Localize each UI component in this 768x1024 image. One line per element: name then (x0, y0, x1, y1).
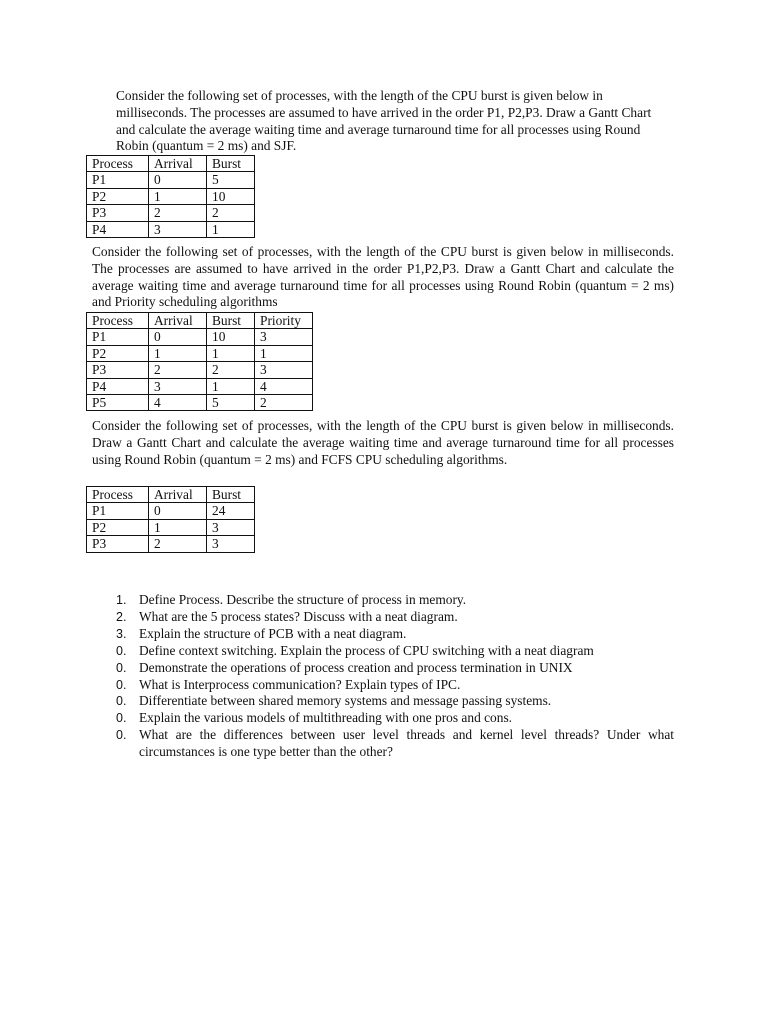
list-number: 0. (116, 728, 127, 743)
problem-2-text: Consider the following set of processes, with the length of the CPU burst is given below in milliseconds. The processes are assumed to have arrived in the order P1,P2,P3. Draw a Gantt Chart and calculate the average waiting time and average turnaround time for all processes using Round Robin (quantum = 2 ms) and Priority scheduling algorithms (92, 244, 674, 310)
table-cell: P1 (87, 503, 149, 519)
table-cell: P3 (87, 536, 149, 552)
problem-1-table (86, 155, 255, 238)
question-text: Define context switching. Explain the process of CPU switching with a neat diagram (139, 642, 594, 658)
table-header-row (87, 487, 255, 503)
problem-3-table (86, 486, 255, 553)
table-cell: P1 (87, 329, 149, 345)
table-cell: 2 (207, 205, 255, 221)
table-row (87, 221, 255, 237)
list-number: 0. (116, 694, 127, 709)
table-cell: 0 (149, 503, 207, 519)
problem-2-table (86, 312, 313, 411)
table-row (87, 329, 313, 345)
table-cell: 2 (149, 362, 207, 378)
table-cell: 3 (149, 378, 207, 394)
column-header: Burst (207, 156, 255, 172)
table-cell: 0 (149, 329, 207, 345)
table-cell: P2 (87, 345, 149, 361)
table-cell: P5 (87, 395, 149, 411)
table-row (87, 362, 313, 378)
table-row (87, 205, 255, 221)
table-cell: 10 (207, 329, 255, 345)
table-cell: 1 (207, 221, 255, 237)
table-cell: 2 (149, 205, 207, 221)
table-row (87, 188, 255, 204)
table-cell: 10 (207, 188, 255, 204)
table-row (87, 378, 313, 394)
column-header: Process (87, 313, 149, 329)
table-cell: 1 (149, 188, 207, 204)
table-cell: 0 (149, 172, 207, 188)
table-cell: P2 (87, 519, 149, 535)
table-row (87, 519, 255, 535)
table-cell: 3 (255, 362, 313, 378)
question-text: Explain the various models of multithreading with one pros and cons. (139, 710, 513, 726)
table-cell: 2 (149, 536, 207, 552)
question-text: What is Interprocess communication? Explain types of IPC. (139, 676, 461, 692)
table-cell: 2 (207, 362, 255, 378)
column-header: Arrival (149, 487, 207, 503)
column-header: Arrival (149, 156, 207, 172)
table-row (87, 503, 255, 519)
list-item (116, 677, 674, 694)
table-cell: 24 (207, 503, 255, 519)
list-item (116, 643, 674, 660)
list-number: 0. (116, 711, 127, 726)
table-cell: 3 (255, 329, 313, 345)
column-header: Burst (207, 313, 255, 329)
question-text: Explain the structure of PCB with a neat diagram. (139, 625, 407, 641)
list-number: 3. (116, 626, 127, 641)
list-item (116, 727, 674, 761)
list-number: 1. (116, 593, 127, 607)
question-text: Demonstrate the operations of process creation and process termination in UNIX (139, 659, 573, 675)
table-cell: 4 (255, 378, 313, 394)
list-item (116, 592, 674, 609)
list-item (116, 609, 674, 626)
column-header: Arrival (149, 313, 207, 329)
table-cell: 5 (207, 172, 255, 188)
table-header-row (87, 313, 313, 329)
table-cell: P4 (87, 221, 149, 237)
table-cell: 3 (149, 221, 207, 237)
list-item (116, 693, 674, 710)
list-number: 0. (116, 677, 127, 692)
list-item (116, 626, 674, 643)
table-row (87, 345, 313, 361)
table-cell: 1 (149, 345, 207, 361)
table-cell: 1 (255, 345, 313, 361)
table-row (87, 536, 255, 552)
problem-3-text: Consider the following set of processes, with the length of the CPU burst is given below in milliseconds. Draw a Gantt Chart and calculate the average waiting time and average turnaround time for all processes using Round Robin (quantum = 2 ms) and FCFS CPU scheduling algorithms. (92, 418, 674, 467)
table-cell: 5 (207, 395, 255, 411)
table-cell: P2 (87, 188, 149, 204)
table-cell: 1 (207, 345, 255, 361)
table-cell: 1 (207, 378, 255, 394)
table-row (87, 172, 255, 188)
list-item (116, 660, 674, 677)
column-header: Priority (255, 313, 313, 329)
list-number: 0. (116, 660, 127, 675)
table-cell: 4 (149, 395, 207, 411)
list-item (116, 710, 674, 727)
list-number: 0. (116, 643, 127, 658)
question-text: Differentiate between shared memory systems and message passing systems. (139, 693, 552, 709)
question-list (116, 592, 674, 761)
question-text: Define Process. Describe the structure of process in memory. (139, 592, 467, 607)
question-text: What are the differences between user level threads and kernel level threads? Under what circumstances is one type better than the other? (139, 727, 674, 760)
column-header: Process (87, 487, 149, 503)
list-number: 2. (116, 609, 127, 624)
column-header: Burst (207, 487, 255, 503)
table-cell: 2 (255, 395, 313, 411)
problem-1-text: Consider the following set of processes, with the length of the CPU burst is given below in milliseconds. The processes are assumed to have arrived in the order P1, P2,P3. Draw a Gantt Chart and calculate the average waiting time and average turnaround time for all processes using Round Robin (quantum = 2 ms) and SJF. (116, 88, 652, 154)
table-cell: 1 (149, 519, 207, 535)
table-cell: P4 (87, 378, 149, 394)
table-cell: 3 (207, 536, 255, 552)
table-cell: P1 (87, 172, 149, 188)
table-header-row (87, 156, 255, 172)
question-text: What are the 5 process states? Discuss with a neat diagram. (139, 608, 458, 624)
table-row (87, 395, 313, 411)
column-header: Process (87, 156, 149, 172)
table-cell: P3 (87, 362, 149, 378)
table-cell: 3 (207, 519, 255, 535)
table-cell: P3 (87, 205, 149, 221)
